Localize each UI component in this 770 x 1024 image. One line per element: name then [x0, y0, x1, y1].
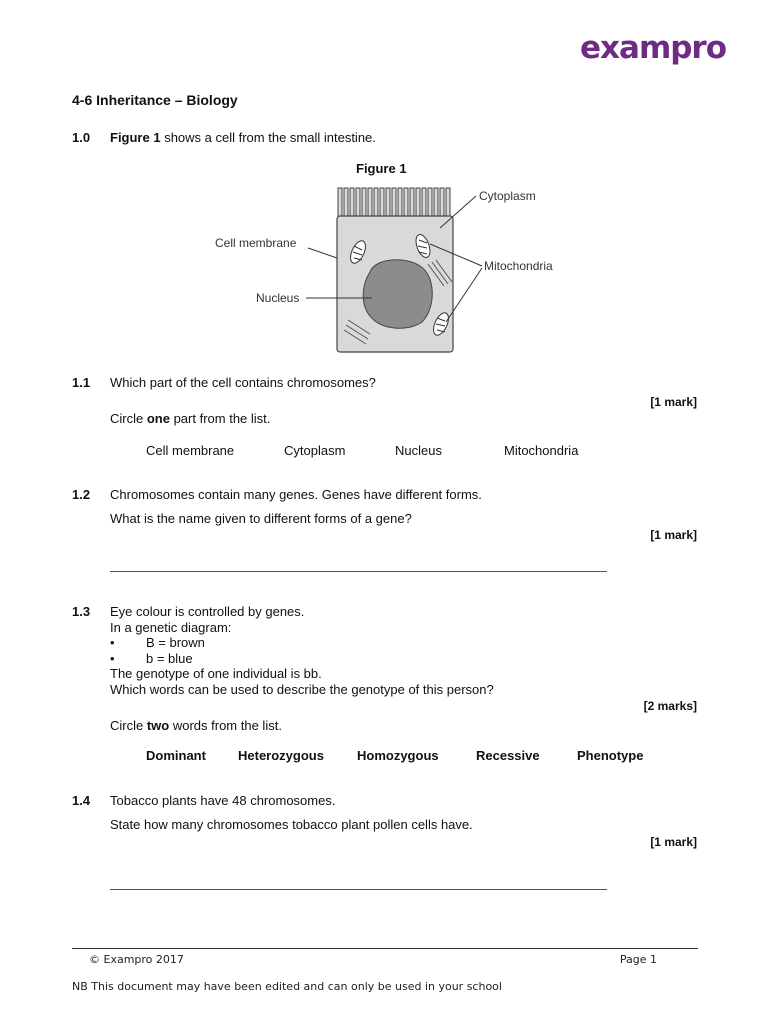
footer-page-number: Page 1 [619, 953, 657, 966]
marks-1-3: [2 marks] [643, 699, 697, 713]
label-cell-membrane: Cell membrane [215, 236, 297, 250]
option-cytoplasm[interactable]: Cytoplasm [284, 443, 346, 458]
instruction-1-3-bold: two [146, 718, 170, 733]
answer-line-1-4[interactable] [110, 889, 607, 890]
instruction-1-3-post: words from the list. [169, 718, 282, 733]
question-number-1-1: 1.1 [72, 375, 91, 390]
nucleus-shape [363, 260, 432, 329]
bullet-char-2: • [110, 651, 115, 666]
question-1-3-line3: The genotype of one individual is bb. [110, 666, 322, 681]
label-nucleus: Nucleus [256, 291, 300, 305]
question-1-4-line2: State how many chromosomes tobacco plant pollen cells have. [110, 817, 473, 832]
option-cell-membrane[interactable]: Cell membrane [146, 443, 235, 458]
label-mitochondria: Mitochondria [484, 259, 553, 273]
marks-1-2: [1 mark] [650, 528, 697, 542]
instruction-1-3 [110, 718, 282, 733]
instruction-1-1-bold: one [146, 411, 170, 426]
option-heterozygous[interactable]: Heterozygous [238, 748, 324, 763]
option-homozygous[interactable]: Homozygous [357, 748, 439, 763]
figure-caption: Figure 1 [356, 161, 407, 176]
question-1-3-line1: Eye colour is controlled by genes. [110, 604, 305, 619]
bullet-brown: B = brown [146, 635, 205, 650]
instruction-1-1-post: part from the list. [169, 411, 271, 426]
question-1-3-line4: Which words can be used to describe the genotype of this person? [110, 682, 494, 697]
option-nucleus[interactable]: Nucleus [395, 443, 442, 458]
microvilli [338, 188, 450, 218]
question-number-1-3: 1.3 [72, 604, 91, 619]
instruction-1-3-pre: Circle [110, 718, 147, 733]
footer-divider [72, 948, 698, 949]
question-number-1-0: 1.0 [72, 130, 91, 145]
question-1-4-line1: Tobacco plants have 48 chromosomes. [110, 793, 336, 808]
option-recessive[interactable]: Recessive [476, 748, 540, 763]
question-number-1-2: 1.2 [72, 487, 91, 502]
option-phenotype[interactable]: Phenotype [577, 748, 644, 763]
instruction-1-1-pre: Circle [110, 411, 147, 426]
footer-copyright: © Exampro 2017 [89, 953, 184, 966]
marks-1-1: [1 mark] [650, 395, 697, 409]
question-1-2-line2: What is the name given to different forms of a gene? [110, 511, 412, 526]
exampro-logo: exampro [580, 30, 727, 66]
question-1-0-rest: shows a cell from the small intestine. [160, 130, 376, 145]
marks-1-4: [1 mark] [650, 835, 697, 849]
footer-note: NB This document may have been edited and can only be used in your school [72, 980, 502, 993]
question-1-2-line1: Chromosomes contain many genes. Genes have different forms. [110, 487, 482, 502]
question-1-0-text [110, 130, 376, 145]
instruction-1-1 [110, 411, 270, 426]
question-1-1-text: Which part of the cell contains chromosomes? [110, 375, 376, 390]
label-cytoplasm: Cytoplasm [479, 189, 536, 203]
question-number-1-4: 1.4 [72, 793, 91, 808]
option-dominant[interactable]: Dominant [146, 748, 206, 763]
bullet-blue: b = blue [146, 651, 193, 666]
page-title: 4-6 Inheritance – Biology [72, 92, 238, 108]
figure-reference: Figure 1 [110, 130, 161, 145]
bullet-char-1: • [110, 635, 115, 650]
option-mitochondria[interactable]: Mitochondria [504, 443, 579, 458]
answer-line-1-2[interactable] [110, 571, 607, 572]
question-1-3-line2: In a genetic diagram: [110, 620, 232, 635]
